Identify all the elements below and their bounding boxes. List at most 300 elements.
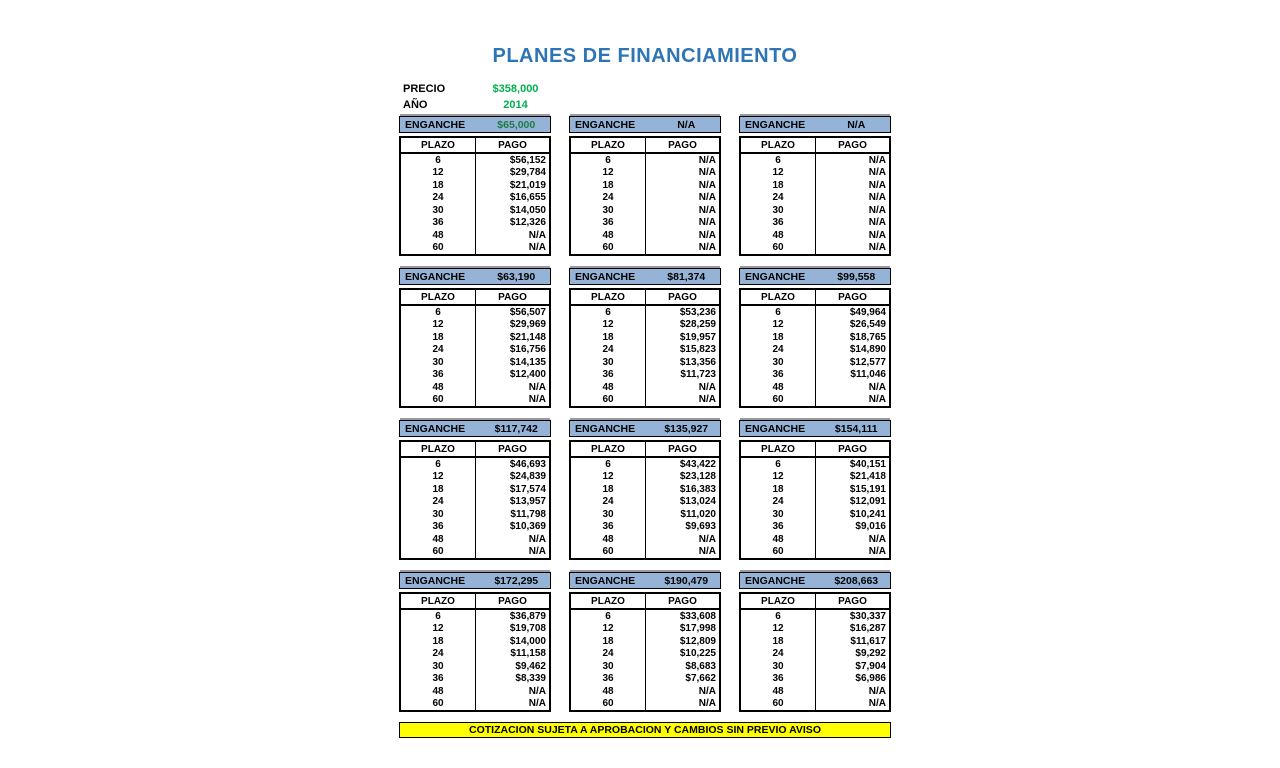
enganche-header-bar	[569, 420, 721, 437]
pago-cell: N/A	[475, 546, 549, 559]
table-row	[741, 217, 889, 230]
table-row	[401, 660, 549, 673]
enganche-label: ENGANCHE	[575, 118, 636, 131]
pago-cell: N/A	[645, 533, 719, 546]
table-row	[741, 458, 889, 471]
pago-cell: $16,655	[475, 192, 549, 205]
table-row	[401, 167, 549, 180]
pago-cell: $16,287	[815, 623, 889, 636]
pago-cell: N/A	[645, 546, 719, 559]
enganche-value: $65,000	[497, 118, 536, 131]
plazo-cell: 48	[602, 685, 614, 697]
plazo-cell: 48	[432, 229, 444, 241]
table-row	[741, 319, 889, 332]
table-row	[741, 533, 889, 546]
pago-cell: N/A	[475, 394, 549, 407]
table-row	[401, 496, 549, 509]
pago-cell: N/A	[645, 242, 719, 255]
table-row	[571, 306, 719, 319]
ano-label: AÑO	[403, 99, 428, 111]
table-row	[571, 331, 719, 344]
table-row	[741, 610, 889, 623]
pago-column-header: PAGO	[475, 138, 549, 152]
plazo-cell: 12	[432, 623, 444, 635]
pago-cell: N/A	[815, 192, 889, 205]
pago-cell: $8,339	[475, 673, 549, 686]
table-row	[571, 381, 719, 394]
pago-column-header: PAGO	[645, 594, 719, 608]
plazo-cell: 36	[602, 369, 614, 381]
enganche-label: ENGANCHE	[405, 270, 466, 283]
table-header-row	[571, 290, 719, 306]
plazo-column-header: PLAZO	[761, 443, 795, 455]
plazo-cell: 6	[435, 306, 441, 318]
ano-row	[399, 97, 891, 113]
payment-table	[569, 136, 721, 256]
table-row	[571, 673, 719, 686]
plazo-cell: 60	[432, 242, 444, 254]
table-row	[401, 192, 549, 205]
table-row	[401, 610, 549, 623]
table-row	[741, 483, 889, 496]
table-row	[401, 673, 549, 686]
pago-cell: $10,241	[815, 508, 889, 521]
pago-cell: $14,890	[815, 344, 889, 357]
disclaimer-banner: COTIZACION SUJETA A APROBACION Y CAMBIOS SIN PREVIO AVISO	[399, 722, 891, 738]
table-row	[401, 458, 549, 471]
table-row	[401, 635, 549, 648]
precio-row	[399, 81, 891, 97]
ano-value: 2014	[503, 99, 528, 111]
pago-cell: N/A	[645, 204, 719, 217]
payment-table	[739, 136, 891, 256]
plan-section	[569, 420, 721, 560]
plazo-column-header: PLAZO	[761, 291, 795, 303]
plazo-cell: 24	[432, 192, 444, 204]
table-row	[401, 204, 549, 217]
pago-cell: $9,016	[815, 521, 889, 534]
pago-column-header: PAGO	[815, 442, 889, 456]
enganche-header-bar	[569, 116, 721, 133]
pago-cell: $7,904	[815, 660, 889, 673]
pago-cell: N/A	[815, 381, 889, 394]
enganche-value: $99,558	[837, 270, 876, 283]
enganche-label: ENGANCHE	[575, 574, 636, 587]
plazo-column-header: PLAZO	[421, 291, 455, 303]
plazo-cell: 18	[772, 635, 784, 647]
table-row	[741, 508, 889, 521]
plazo-cell: 6	[605, 458, 611, 470]
table-row	[571, 660, 719, 673]
table-row	[401, 394, 549, 407]
pago-column-header: PAGO	[475, 290, 549, 304]
plazo-cell: 24	[772, 192, 784, 204]
table-header-row	[741, 442, 889, 458]
plazo-cell: 24	[432, 648, 444, 660]
plazo-cell: 60	[772, 394, 784, 406]
pago-cell: N/A	[645, 167, 719, 180]
plazo-cell: 6	[775, 610, 781, 622]
pago-column-header: PAGO	[645, 442, 719, 456]
pago-cell: $13,024	[645, 496, 719, 509]
enganche-value: $208,663	[834, 574, 879, 587]
pago-cell: $36,879	[475, 610, 549, 623]
table-header-row	[401, 138, 549, 154]
plan-section	[399, 572, 551, 712]
enganche-header-bar	[399, 420, 551, 437]
table-row	[571, 458, 719, 471]
plazo-cell: 12	[432, 471, 444, 483]
table-row	[741, 229, 889, 242]
plan-section	[569, 268, 721, 408]
pago-cell: $14,050	[475, 204, 549, 217]
pago-cell: $14,135	[475, 356, 549, 369]
plazo-cell: 30	[602, 508, 614, 520]
table-row	[401, 471, 549, 484]
plazo-cell: 18	[602, 635, 614, 647]
payment-table	[739, 440, 891, 560]
plazo-cell: 30	[602, 204, 614, 216]
table-row	[401, 217, 549, 230]
payment-table	[569, 440, 721, 560]
table-header-row	[741, 594, 889, 610]
pago-cell: $12,809	[645, 635, 719, 648]
table-row	[741, 394, 889, 407]
pago-column-header: PAGO	[645, 290, 719, 304]
pago-column-header: PAGO	[815, 594, 889, 608]
table-row	[401, 521, 549, 534]
table-row	[401, 356, 549, 369]
table-header-row	[401, 442, 549, 458]
table-row	[571, 521, 719, 534]
plazo-cell: 6	[435, 610, 441, 622]
table-row	[571, 610, 719, 623]
plazo-cell: 12	[772, 623, 784, 635]
plazo-cell: 60	[772, 242, 784, 254]
table-row	[571, 229, 719, 242]
plazo-cell: 48	[432, 533, 444, 545]
plazo-cell: 18	[432, 483, 444, 495]
plazo-cell: 6	[605, 610, 611, 622]
plazo-column-header: PLAZO	[761, 595, 795, 607]
table-row	[401, 508, 549, 521]
table-header-row	[741, 290, 889, 306]
table-row	[401, 331, 549, 344]
pago-cell: $12,326	[475, 217, 549, 230]
pago-cell: $17,998	[645, 623, 719, 636]
pago-cell: $14,000	[475, 635, 549, 648]
pago-cell: N/A	[645, 685, 719, 698]
plan-section	[739, 116, 891, 256]
table-row	[741, 179, 889, 192]
plazo-cell: 18	[602, 483, 614, 495]
plan-section	[569, 116, 721, 256]
plazo-cell: 18	[772, 331, 784, 343]
pago-cell: N/A	[475, 533, 549, 546]
table-row	[741, 471, 889, 484]
plazo-cell: 36	[772, 217, 784, 229]
plazo-column-header: PLAZO	[591, 595, 625, 607]
table-row	[741, 623, 889, 636]
pago-cell: $9,292	[815, 648, 889, 661]
plazo-cell: 48	[772, 533, 784, 545]
table-row	[741, 660, 889, 673]
table-row	[401, 483, 549, 496]
table-row	[401, 306, 549, 319]
pago-cell: N/A	[645, 192, 719, 205]
plazo-cell: 60	[602, 546, 614, 558]
table-row	[571, 471, 719, 484]
plazo-cell: 24	[772, 344, 784, 356]
plazo-cell: 24	[772, 648, 784, 660]
plan-section	[739, 572, 891, 712]
pago-cell: N/A	[475, 381, 549, 394]
plazo-cell: 18	[772, 179, 784, 191]
payment-table	[399, 592, 551, 712]
plazo-cell: 12	[602, 623, 614, 635]
plazo-cell: 36	[432, 521, 444, 533]
pago-cell: $9,693	[645, 521, 719, 534]
plazo-cell: 6	[435, 154, 441, 166]
plazo-cell: 30	[772, 508, 784, 520]
enganche-value: $117,742	[494, 422, 538, 435]
pago-cell: $28,259	[645, 319, 719, 332]
enganche-header-bar	[569, 268, 721, 285]
table-row	[571, 204, 719, 217]
pago-column-header: PAGO	[815, 290, 889, 304]
table-row	[741, 521, 889, 534]
pago-cell: $56,152	[475, 154, 549, 167]
plazo-column-header: PLAZO	[421, 139, 455, 151]
plazo-cell: 48	[772, 381, 784, 393]
plazo-cell: 60	[432, 394, 444, 406]
plazo-cell: 18	[602, 179, 614, 191]
enganche-value: $135,927	[664, 422, 709, 435]
pago-cell: $11,158	[475, 648, 549, 661]
pago-cell: $8,683	[645, 660, 719, 673]
table-header-row	[571, 594, 719, 610]
table-row	[571, 508, 719, 521]
table-row	[741, 381, 889, 394]
pago-cell: N/A	[815, 229, 889, 242]
enganche-label: ENGANCHE	[745, 270, 806, 283]
plazo-cell: 30	[432, 660, 444, 672]
table-header-row	[571, 138, 719, 154]
plazo-cell: 36	[602, 521, 614, 533]
plazo-cell: 24	[432, 344, 444, 356]
table-row	[741, 648, 889, 661]
table-row	[401, 229, 549, 242]
table-row	[401, 623, 549, 636]
enganche-label: ENGANCHE	[405, 118, 466, 131]
plazo-cell: 36	[772, 369, 784, 381]
pago-column-header: PAGO	[815, 138, 889, 152]
plazo-column-header: PLAZO	[421, 443, 455, 455]
plazo-cell: 30	[772, 356, 784, 368]
table-row	[741, 685, 889, 698]
table-row	[571, 685, 719, 698]
plazo-cell: 48	[432, 381, 444, 393]
plazo-column-header: PLAZO	[591, 443, 625, 455]
enganche-header-bar	[399, 116, 551, 133]
pago-cell: $46,693	[475, 458, 549, 471]
plazo-cell: 6	[775, 306, 781, 318]
enganche-header-bar	[399, 572, 551, 589]
plazo-cell: 36	[772, 521, 784, 533]
enganche-header-bar	[739, 572, 891, 589]
pago-cell: $11,723	[645, 369, 719, 382]
pago-cell: N/A	[645, 394, 719, 407]
table-row	[571, 154, 719, 167]
enganche-value: N/A	[677, 118, 696, 131]
pago-cell: $13,356	[645, 356, 719, 369]
pago-cell: $21,019	[475, 179, 549, 192]
payment-table	[739, 288, 891, 408]
payment-table	[739, 592, 891, 712]
plazo-cell: 18	[432, 635, 444, 647]
table-row	[571, 217, 719, 230]
table-row	[741, 154, 889, 167]
pago-cell: $24,839	[475, 471, 549, 484]
plazo-cell: 48	[432, 685, 444, 697]
table-row	[571, 242, 719, 255]
enganche-label: ENGANCHE	[745, 118, 806, 131]
table-row	[741, 356, 889, 369]
plazo-cell: 36	[432, 217, 444, 229]
payment-table	[569, 288, 721, 408]
plazo-cell: 6	[775, 458, 781, 470]
pago-cell: $26,549	[815, 319, 889, 332]
plazo-cell: 30	[772, 204, 784, 216]
pago-cell: N/A	[815, 154, 889, 167]
plazo-cell: 60	[602, 394, 614, 406]
pago-cell: $43,422	[645, 458, 719, 471]
enganche-value: N/A	[847, 118, 866, 131]
enganche-label: ENGANCHE	[575, 270, 636, 283]
pago-cell: $7,662	[645, 673, 719, 686]
plazo-column-header: PLAZO	[421, 595, 455, 607]
table-row	[571, 369, 719, 382]
plazo-cell: 12	[432, 319, 444, 331]
pago-cell: N/A	[815, 179, 889, 192]
plazo-cell: 24	[432, 496, 444, 508]
info-block	[399, 81, 891, 113]
table-row	[741, 204, 889, 217]
pago-cell: $19,708	[475, 623, 549, 636]
plazo-column-header: PLAZO	[591, 139, 625, 151]
plazo-column-header: PLAZO	[591, 291, 625, 303]
table-row	[401, 242, 549, 255]
table-row	[401, 179, 549, 192]
plazo-cell: 12	[772, 167, 784, 179]
table-row	[741, 673, 889, 686]
plazo-cell: 60	[432, 546, 444, 558]
plazo-cell: 12	[772, 319, 784, 331]
plazo-cell: 24	[602, 496, 614, 508]
plazo-cell: 6	[435, 458, 441, 470]
table-row	[401, 698, 549, 711]
plans-grid	[399, 116, 891, 712]
enganche-header-bar	[739, 268, 891, 285]
pago-cell: N/A	[645, 698, 719, 711]
table-row	[741, 306, 889, 319]
plazo-cell: 36	[432, 673, 444, 685]
table-row	[571, 192, 719, 205]
enganche-label: ENGANCHE	[405, 574, 466, 587]
table-row	[741, 344, 889, 357]
pago-cell: $15,823	[645, 344, 719, 357]
plazo-cell: 48	[772, 685, 784, 697]
table-row	[571, 167, 719, 180]
pago-cell: $18,765	[815, 331, 889, 344]
table-row	[741, 242, 889, 255]
pago-cell: $21,148	[475, 331, 549, 344]
pago-cell: N/A	[815, 217, 889, 230]
enganche-label: ENGANCHE	[745, 422, 806, 435]
table-header-row	[401, 290, 549, 306]
pago-cell: $9,462	[475, 660, 549, 673]
pago-cell: $19,957	[645, 331, 719, 344]
pago-cell: $10,369	[475, 521, 549, 534]
plazo-cell: 60	[772, 698, 784, 710]
payment-table	[399, 440, 551, 560]
plazo-cell: 24	[602, 648, 614, 660]
enganche-label: ENGANCHE	[745, 574, 806, 587]
table-header-row	[741, 138, 889, 154]
pago-cell: N/A	[645, 154, 719, 167]
pago-cell: N/A	[475, 698, 549, 711]
pago-column-header: PAGO	[475, 594, 549, 608]
plazo-cell: 30	[772, 660, 784, 672]
precio-value: $358,000	[492, 83, 539, 95]
plazo-cell: 48	[602, 381, 614, 393]
plan-section	[399, 268, 551, 408]
table-row	[401, 533, 549, 546]
plazo-cell: 36	[602, 217, 614, 229]
table-row	[401, 546, 549, 559]
table-row	[741, 496, 889, 509]
plazo-cell: 18	[432, 179, 444, 191]
pago-cell: $13,957	[475, 496, 549, 509]
pago-cell: N/A	[815, 533, 889, 546]
table-row	[571, 546, 719, 559]
table-row	[401, 369, 549, 382]
plazo-cell: 12	[772, 471, 784, 483]
plazo-cell: 18	[432, 331, 444, 343]
pago-cell: $29,969	[475, 319, 549, 332]
table-header-row	[401, 594, 549, 610]
table-row	[741, 698, 889, 711]
plazo-cell: 48	[772, 229, 784, 241]
table-row	[571, 635, 719, 648]
table-row	[741, 546, 889, 559]
plazo-cell: 48	[602, 229, 614, 241]
plan-section	[739, 268, 891, 408]
plazo-cell: 6	[605, 306, 611, 318]
table-row	[571, 623, 719, 636]
pago-cell: $11,617	[815, 635, 889, 648]
pago-cell: $11,798	[475, 508, 549, 521]
enganche-value: $81,374	[667, 270, 706, 283]
plazo-column-header: PLAZO	[761, 139, 795, 151]
table-row	[741, 635, 889, 648]
pago-cell: N/A	[815, 394, 889, 407]
table-row	[401, 685, 549, 698]
pago-cell: $53,236	[645, 306, 719, 319]
plazo-cell: 12	[432, 167, 444, 179]
plazo-cell: 6	[775, 154, 781, 166]
plazo-cell: 18	[602, 331, 614, 343]
